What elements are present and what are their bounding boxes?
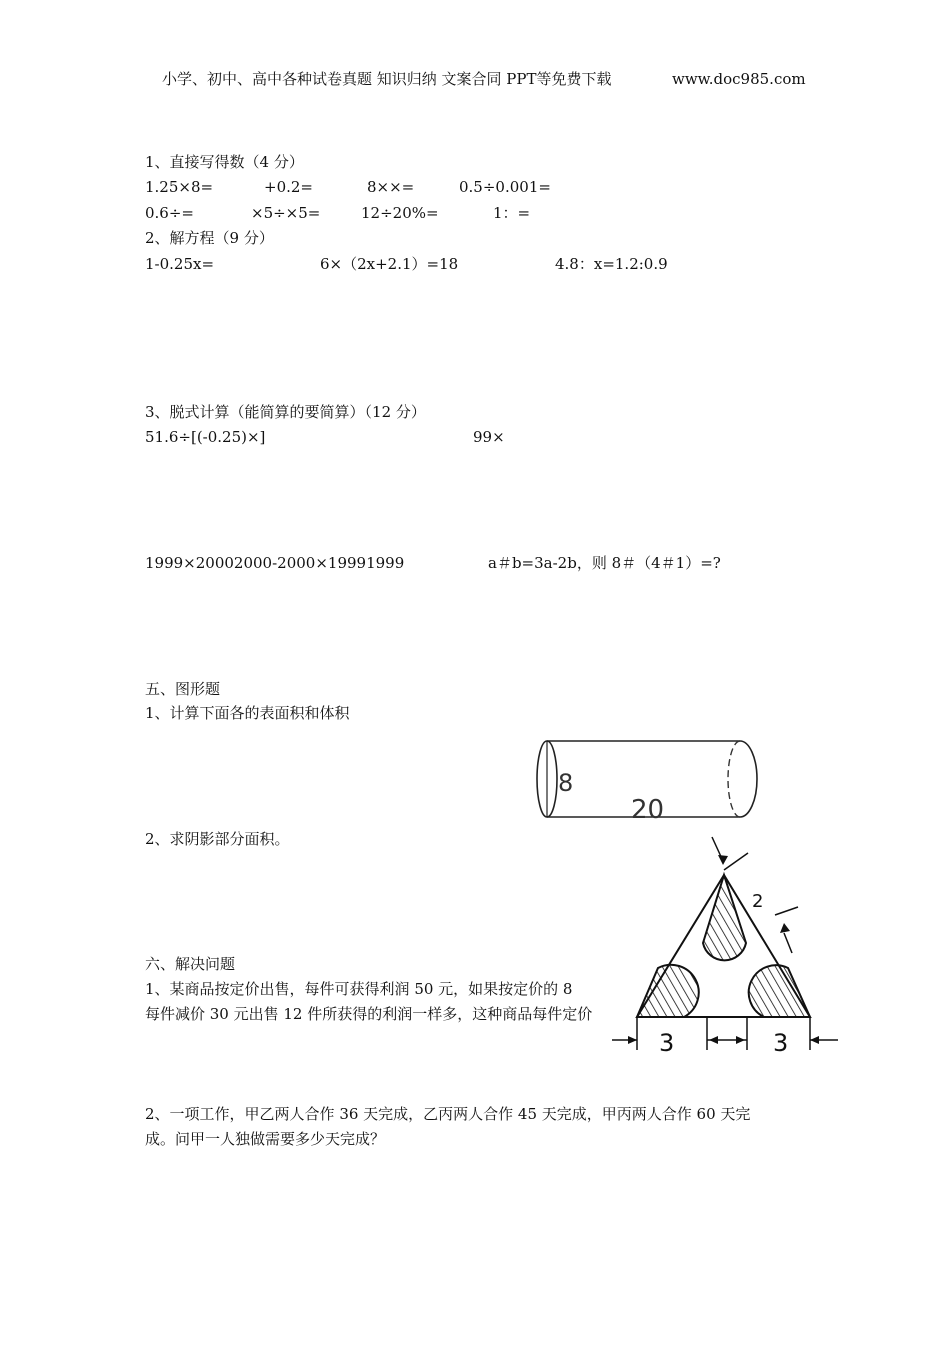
section1-title: 1、直接写得数（4 分） — [145, 153, 304, 171]
s6-q2-line1: 2、一项工作，甲乙两人合作 36 天完成，乙丙两人合作 45 天完成，甲丙两人合作 60 天完 — [145, 1105, 751, 1123]
header-text: 小学、初中、高中各种试卷真题 知识归纳 文案合同 PPT等免费下载 — [162, 70, 612, 88]
s6-q2-line2: 成。问甲一人独做需要多少天完成？ — [145, 1130, 386, 1148]
s1-r2-c3: 12÷20%= — [361, 204, 439, 222]
section6-title: 六、解决问题 — [145, 955, 236, 973]
cylinder-length-label: 20 — [631, 795, 665, 825]
cylinder-diameter-label: 8 — [558, 769, 574, 797]
triangle-top-label: 2 — [752, 891, 764, 912]
s1-r1-c3: 8××= — [367, 178, 415, 196]
s1-r2-c1: 0.6÷= — [145, 204, 194, 222]
s1-r2-c2: ×5÷×5= — [251, 204, 321, 222]
s3-item3: 1999×20002000-2000×19991999 — [145, 554, 405, 572]
triangle-left-label: 3 — [659, 1029, 675, 1057]
s6-q1-line2: 每件减价 30 元出售 12 件所获得的利润一样多，这种商品每件定价 — [145, 1005, 593, 1023]
s6-q1-line1: 1、某商品按定价出售，每件可获得利润 50 元，如果按定价的 8 — [145, 980, 573, 998]
triangle-right-label: 3 — [773, 1029, 789, 1057]
cylinder-figure — [530, 735, 765, 825]
s1-r2-c4: 1：= — [493, 204, 531, 222]
s3-item4: a＃b=3a-2b，则 8＃（4＃1）=? — [488, 554, 721, 572]
section3-title: 3、脱式计算（能简算的要简算）（12 分） — [145, 403, 426, 421]
shaded-triangle-figure — [610, 835, 840, 1060]
s1-r1-c2: +0.2= — [264, 178, 313, 196]
s2-item3: 4.8：x=1.2:0.9 — [555, 255, 668, 273]
s2-item1: 1-0.25x= — [145, 255, 215, 273]
s2-item2: 6×（2x+2.1）=18 — [320, 255, 459, 273]
s3-item1: 51.6÷[(-0.25)×] — [145, 428, 266, 446]
section5-title: 五、图形题 — [145, 680, 221, 698]
s1-r1-c1: 1.25×8= — [145, 178, 214, 196]
s1-r1-c4: 0.5÷0.001= — [459, 178, 551, 196]
s5-q2: 2、求阴影部分面积。 — [145, 830, 290, 848]
section2-title: 2、解方程（9 分） — [145, 229, 274, 247]
s5-q1: 1、计算下面各的表面积和体积 — [145, 704, 350, 722]
header-site: www.doc985.com — [672, 70, 806, 88]
s3-item2: 99× — [473, 428, 505, 446]
